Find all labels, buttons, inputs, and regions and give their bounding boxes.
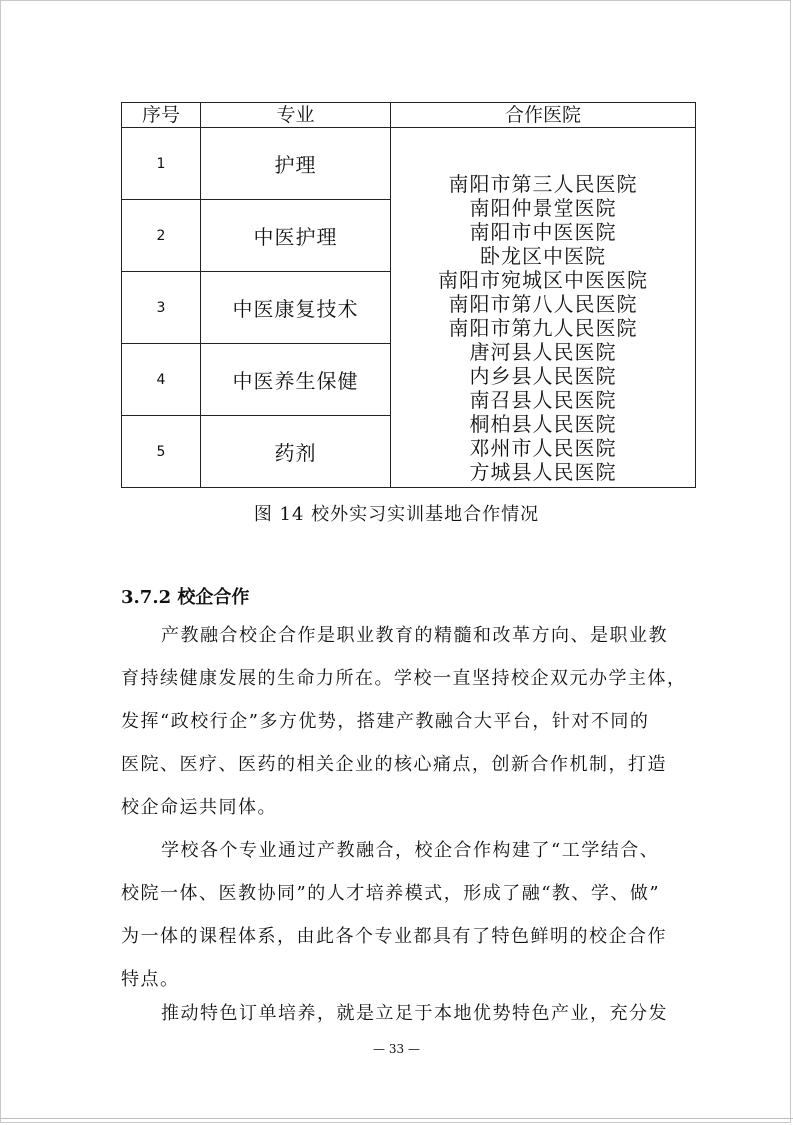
hospital-list <box>391 128 696 488</box>
hospital-item: 南召县人民医院 <box>469 388 617 412</box>
row-major: 药剂 <box>201 416 391 488</box>
hospital-item: 桐柏县人民医院 <box>469 412 617 436</box>
header-major: 专业 <box>201 103 391 128</box>
row-number: 2 <box>122 200 201 272</box>
hospital-item: 唐河县人民医院 <box>469 340 617 364</box>
hospital-item: 南阳市第九人民医院 <box>448 316 638 340</box>
paragraph <box>121 614 687 829</box>
paragraph-line: 为一体的课程体系，由此各个专业都具有了特色鲜明的校企合作 <box>121 926 667 947</box>
row-number: 3 <box>122 272 201 344</box>
hospital-item: 内乡县人民医院 <box>469 364 617 388</box>
row-major: 中医养生保健 <box>201 344 391 416</box>
hospital-item: 南阳仲景堂医院 <box>469 196 617 220</box>
section-heading: 3.7.2 校企合作 <box>121 587 250 608</box>
paragraph <box>121 829 681 1001</box>
paragraph-line: 推动特色订单培养，就是立足于本地优势特色产业，充分发 <box>161 1003 668 1024</box>
row-major: 中医护理 <box>201 200 391 272</box>
row-major: 护理 <box>201 128 391 200</box>
page-divider <box>0 1118 793 1119</box>
table-row <box>122 128 696 200</box>
paragraph-line: 特点。 <box>121 969 180 990</box>
paragraph-line: 校院一体、医教协同”的人才培养模式，形成了融“教、学、做” <box>121 883 661 904</box>
hospital-item: 南阳市第八人民医院 <box>448 292 638 316</box>
hospital-item: 南阳市第三人民医院 <box>448 172 638 196</box>
header-hospital: 合作医院 <box>391 103 696 128</box>
figure-caption: 图 14 校外实习实训基地合作情况 <box>253 504 540 525</box>
header-serial: 序号 <box>122 103 201 128</box>
hospital-item: 卧龙区中医院 <box>480 244 606 268</box>
hospital-item: 南阳市中医医院 <box>469 220 617 244</box>
paragraph-line: 医院、医疗、医药的相关企业的核心痛点，创新合作机制，打造 <box>121 754 667 775</box>
paragraph-line: 育持续健康发展的生命力所在。学校一直坚持校企双元办学主体， <box>121 668 687 689</box>
paragraph-line: 学校各个专业通过产教融合，校企合作构建了“工学结合、 <box>161 840 660 861</box>
paragraph-line: 产教融合校企合作是职业教育的精髓和改革方向、是职业教 <box>161 625 668 646</box>
paragraph <box>121 992 681 1035</box>
page-number: — 33 — <box>373 1042 420 1056</box>
row-number: 5 <box>122 416 201 488</box>
row-major: 中医康复技术 <box>201 272 391 344</box>
table-header-row <box>122 103 696 128</box>
hospital-cooperation-table <box>121 102 696 488</box>
paragraph-line: 校企命运共同体。 <box>121 797 277 818</box>
row-number: 1 <box>122 128 201 200</box>
paragraph-line: 发挥“政校行企”多方优势，搭建产教融合大平台，针对不同的 <box>121 711 650 732</box>
hospital-item: 方城县人民医院 <box>469 460 617 484</box>
row-number: 4 <box>122 344 201 416</box>
hospital-item: 南阳市宛城区中医医院 <box>438 268 648 292</box>
hospital-item: 邓州市人民医院 <box>469 436 617 460</box>
